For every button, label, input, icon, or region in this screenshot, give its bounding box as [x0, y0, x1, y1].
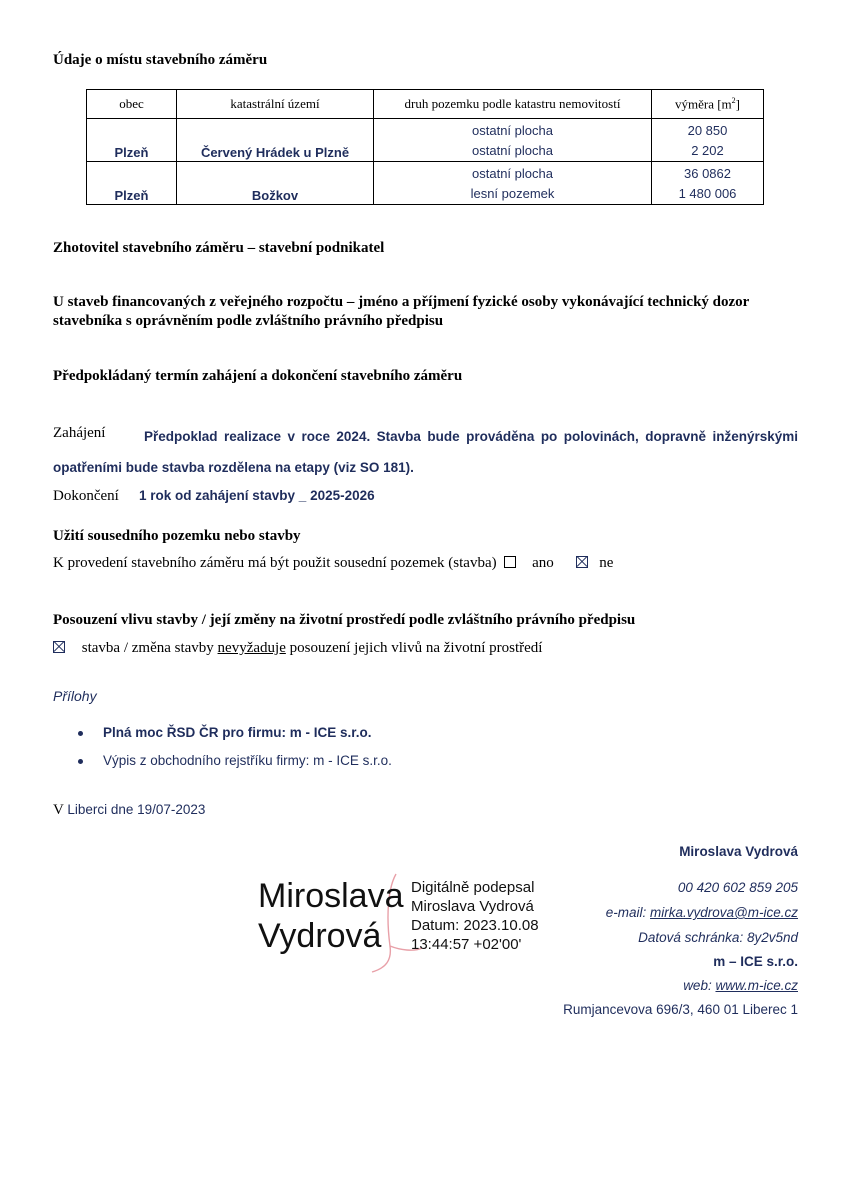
signer-web-line: [683, 978, 798, 993]
digital-signature: [258, 876, 558, 971]
druh-line: lesní pozemek: [470, 186, 555, 201]
parcel-table: [86, 89, 764, 205]
signature-name-line1: Miroslava: [258, 877, 404, 915]
signature-name-line2: Vydrová: [258, 917, 382, 955]
signature-info-line: Datum: 2023.10.08: [411, 917, 539, 934]
signer-databox: Datová schránka: 8y2v5nd: [638, 930, 798, 945]
list-item: [60, 752, 392, 780]
term-heading: Předpokládaný termín zahájení a dokončení stavebního záměru: [53, 368, 463, 384]
signature-info-line: Digitálně podepsal: [411, 879, 535, 896]
cell-vymera: [652, 162, 764, 205]
cell-ku: Červený Hrádek u Plzně: [177, 119, 374, 162]
email-link[interactable]: mirka.vydrova@m-ice.cz: [650, 905, 798, 920]
end-value: 1 rok od zahájení stavby _ 2025-2026: [139, 488, 375, 503]
col-druh: druh pozemku podle katastru nemovitostí: [374, 90, 652, 119]
signature-info-line: Miroslava Vydrová: [411, 898, 534, 915]
signer-email-line: [606, 905, 798, 920]
table-header-row: [87, 90, 764, 119]
signature-info: [411, 878, 539, 954]
vymera-line: 20 850: [687, 123, 728, 138]
attachments-list: [60, 724, 392, 780]
attachment-label: Plná moc ŘSD ČR pro firmu: m - ICE s.r.o.: [103, 725, 372, 740]
no-checkbox[interactable]: [576, 556, 588, 568]
environment-heading: Posouzení vlivu stavby / její změny na životní prostředí podle zvláštního právního předpisu: [53, 612, 636, 628]
druh-line: ostatní plocha: [472, 123, 553, 138]
end-label: Dokončení: [53, 488, 119, 504]
place-prefix: V: [53, 802, 64, 818]
cell-obec: Plzeň: [87, 162, 177, 205]
vymera-line: 36 0862: [684, 166, 731, 181]
col-vymera: výměra $[m^2]$: [652, 90, 764, 119]
neighbor-text: K provedení stavebního záměru má být použit sousední pozemek (stavba): [53, 555, 497, 571]
start-value: Předpoklad realizace v roce 2024. Stavba bude prováděna po polovinách, dopravně inženýrskými opatřeními bude stavba rozdělena na etapy (viz SO 181).: [53, 429, 798, 475]
table-row: [87, 119, 764, 162]
yes-label: ano: [532, 555, 554, 571]
table-row: [87, 162, 764, 205]
list-item: [60, 724, 392, 752]
cell-vymera: [652, 119, 764, 162]
neighbor-row: [53, 555, 613, 572]
web-label: web:: [683, 978, 712, 993]
col-ku: katastrální území: [177, 90, 374, 119]
bullet-icon: [78, 731, 83, 736]
place-date: [53, 802, 205, 819]
druh-line: ostatní plocha: [472, 166, 553, 181]
start-label: Zahájení: [53, 425, 106, 441]
cell-obec: Plzeň: [87, 119, 177, 162]
environment-text-after: posouzení jejich vlivů na životní prostředí: [289, 640, 543, 656]
web-link[interactable]: www.m-ice.cz: [715, 978, 798, 993]
environment-checkbox[interactable]: [53, 641, 65, 653]
signer-company: m – ICE s.r.o.: [713, 954, 798, 969]
yes-checkbox[interactable]: [504, 556, 516, 568]
environment-text-underlined: nevyžaduje: [217, 640, 286, 656]
signer-phone: 00 420 602 859 205: [677, 880, 798, 895]
signature-name: [258, 876, 403, 956]
attachment-label: Výpis z obchodního rejstříku firmy: m - ICE s.r.o.: [103, 753, 392, 768]
email-label: e-mail:: [605, 905, 647, 920]
druh-line: ostatní plocha: [472, 143, 553, 158]
environment-text-before: stavba / změna stavby: [81, 640, 214, 656]
bullet-icon: [78, 759, 83, 764]
vymera-line: 1 480 006: [678, 186, 737, 201]
cell-druh: [374, 119, 652, 162]
no-label: ne: [599, 555, 614, 571]
signature-info-line: 13:44:57 +02'00': [411, 936, 522, 953]
environment-row: [53, 640, 542, 657]
contractor-heading: Zhotovitel stavebního záměru – stavební podnikatel: [53, 240, 385, 256]
supervision-heading: U staveb financovaných z veřejného rozpočtu – jméno a příjmení fyzické osoby vykonávající technický dozor stavebníka s oprávněním podle zvláštního právního předpisu: [53, 294, 750, 329]
vymera-line: 2 202: [691, 143, 724, 158]
place-date-value: Liberci dne 19/07-2023: [67, 802, 206, 817]
col-obec: obec: [87, 90, 177, 119]
site-heading: Údaje o místu stavebního záměru: [53, 52, 268, 68]
cell-druh: [374, 162, 652, 205]
signer-name: Miroslava Vydrová: [679, 844, 798, 859]
neighbor-heading: Užití sousedního pozemku nebo stavby: [53, 528, 301, 544]
attachments-heading: Přílohy: [53, 688, 97, 704]
cell-ku: Božkov: [177, 162, 374, 205]
signer-address: Rumjancevova 696/3, 460 01 Liberec 1: [563, 1002, 798, 1017]
